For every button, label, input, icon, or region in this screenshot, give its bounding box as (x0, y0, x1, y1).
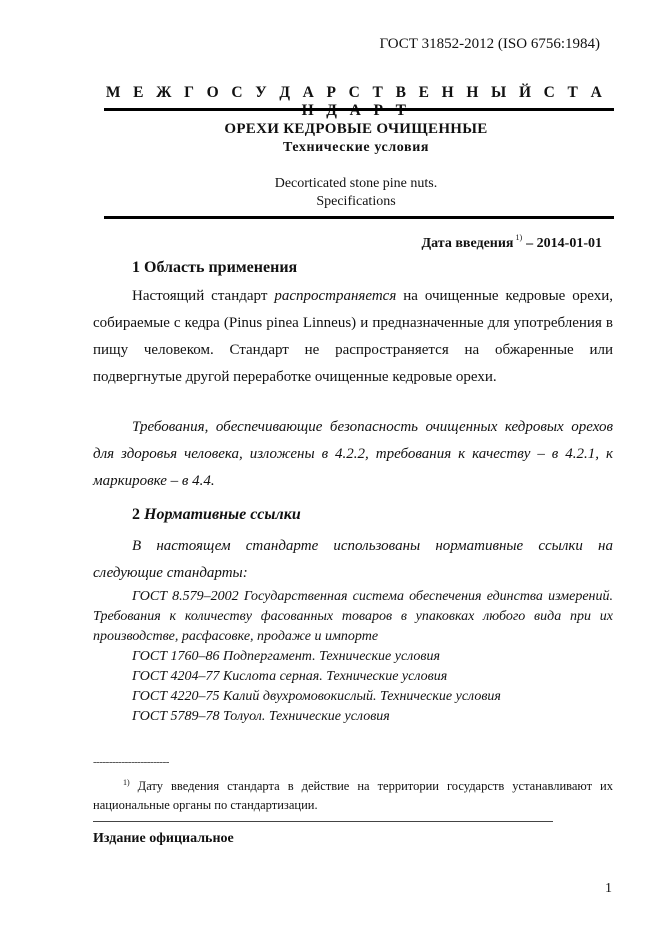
bottom-rule (104, 216, 614, 219)
p1-italic: распространяется (274, 288, 397, 304)
reference-item: ГОСТ 8.579–2002 Государственная система обеспечения единства измерений. Требования к количеству фасованных товаров в упаковках любого вида при их производстве, расфасовке, продаже и импорте (93, 589, 613, 644)
p1-before: Настоящий стандарт (132, 288, 275, 304)
footnote-rule (93, 821, 553, 822)
footnote-text: Дату введения стандарта в действие на территории государств устанавливают их национальные органы по стандартизации. (93, 779, 613, 812)
footnote (93, 773, 613, 815)
document-title-ru: ОРЕХИ КЕДРОВЫЕ ОЧИЩЕННЫЕ (224, 121, 488, 137)
reference-item: ГОСТ 4220–75 Калий двухромовокислый. Технические условия (132, 689, 501, 704)
document-subtitle-en: Specifications (316, 194, 396, 209)
reference-item: ГОСТ 1760–86 Подпергамент. Технические условия (132, 649, 441, 664)
normative-references-list (93, 587, 613, 727)
section-2-number: 2 (132, 506, 144, 523)
official-edition-label: Издание официальное (93, 831, 234, 846)
p1-after: на очищенные кедровые орехи, собираемые с кедра (Pinus pinea Linneus) и предназначенные для употребления в пищу человеком. Стандарт не распространяется на обжаренные или подвергнутые другой переработке очищенные кедровые орехи. (93, 288, 613, 385)
document-subtitle-ru: Технические условия (282, 140, 430, 155)
intro-date-label: Дата введения (421, 236, 514, 251)
intro-date-footnote-mark: 1) (515, 233, 523, 242)
section-2-heading (132, 506, 301, 524)
intro-date-value: – 2014-01-01 (526, 236, 602, 251)
footnote-mark: 1) (123, 778, 130, 787)
reference-item: ГОСТ 5789–78 Толуол. Технические условия (132, 709, 390, 724)
section-2-intro: В настоящем стандарте использованы нормативные ссылки на следующие стандарты: (93, 538, 613, 581)
section-2-title: Нормативные ссылки (144, 506, 301, 523)
document-title-en: Decorticated stone pine nuts. (274, 176, 438, 191)
interstate-standard-banner: М Е Ж Г О С У Д А Р С Т В Е Н Н Ы Й С Т А (105, 84, 607, 101)
footnote-separator: ------------------------ (93, 756, 169, 768)
page-number: 1 (605, 881, 612, 896)
standard-code: ГОСТ 31852-2012 (ISO 6756:1984) (379, 36, 600, 52)
reference-item: ГОСТ 4204–77 Кислота серная. Технические условия (132, 669, 448, 684)
section-1-paragraph-1 (93, 283, 613, 391)
introduction-date (300, 233, 602, 252)
section-1-heading: 1 Область применения (132, 259, 298, 276)
section-1-paragraph-2: Требования, обеспечивающие безопасность очищенных кедровых орехов для здоровья человека, изложены в 4.2.2, требования к качеству – в 4.2.1, к маркировке – в 4.4. (93, 419, 613, 489)
top-rule (104, 108, 614, 111)
